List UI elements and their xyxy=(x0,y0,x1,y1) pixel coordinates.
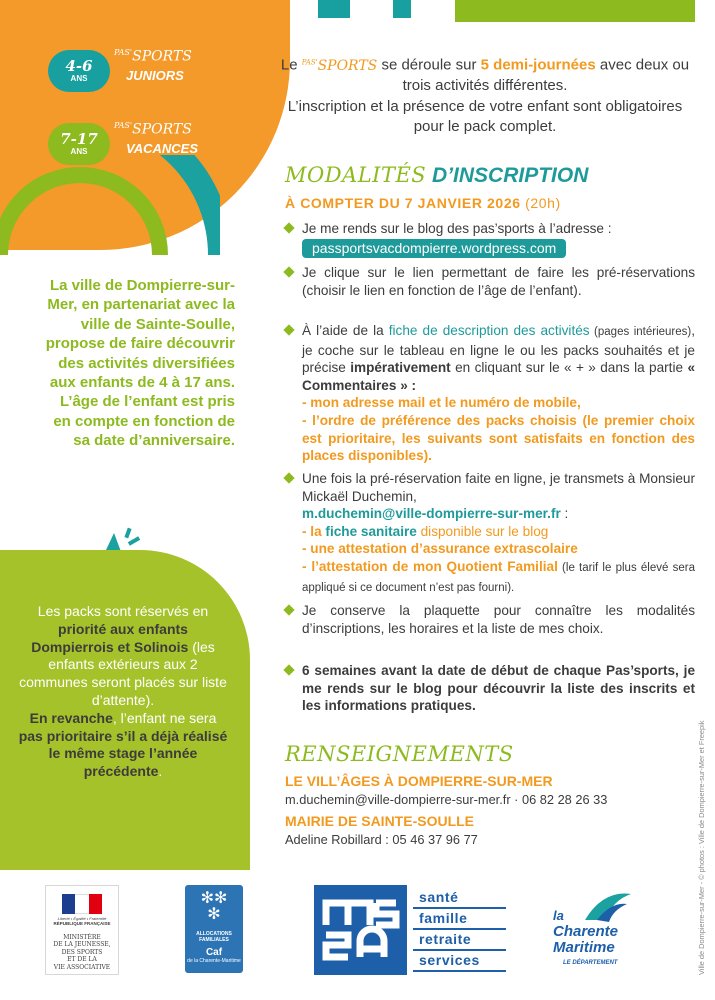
modalites-date: À COMPTER DU 7 JANVIER 2026 (20h) xyxy=(285,195,561,211)
contact-email-link[interactable]: m.duchemin@ville-dompierre-sur-mer.fr xyxy=(302,506,561,522)
health-form-link[interactable]: fiche sanitaire xyxy=(325,523,417,539)
teal-decor-bar xyxy=(393,0,411,18)
msa-mark-icon xyxy=(314,885,407,975)
renseignements-title: RENSEIGNEMENTS xyxy=(285,742,514,766)
diamond-bullet-icon xyxy=(283,604,294,615)
ministere-name: MINISTÈRE DE LA JEUNESSE, DES SPORTS ET DE LA VIE ASSOCIATIVE xyxy=(53,934,111,971)
republique-motto: Liberté • Égalité • Fraternité xyxy=(57,916,107,921)
contact-line: m.duchemin@ville-dompierre-sur-mer.fr · 06 82 28 26 33 xyxy=(285,792,608,807)
badge-title: $^{PAS'}$SPORTS xyxy=(114,48,192,65)
bird-icon xyxy=(583,890,633,924)
teal-decor-bar xyxy=(318,0,350,18)
badge-ans: ANS xyxy=(70,74,88,83)
green-decor-bar xyxy=(455,0,695,22)
presentation-line-1: Le $^{PAS'}$SPORTS se déroule sur 5 demi-journées avec deux ou trois activités différentes. xyxy=(280,56,690,94)
diamond-bullet-icon xyxy=(283,266,294,277)
badge-age: 7-17 xyxy=(60,130,98,148)
charente-maritime-logo: la Charente Maritime LE DÉPARTEMENT xyxy=(553,890,643,972)
contact-org-title: MAIRIE DE SAINTE-SOULLE xyxy=(285,813,475,829)
diamond-bullet-icon xyxy=(283,664,294,675)
list-item: Je me rends sur le blog des pas’sports à l’adresse : passportsvacdompierre.wordpress.com xyxy=(285,220,695,258)
diamond-bullet-icon xyxy=(283,222,294,233)
photo-credit: Ville de Dompierre-sur-Mer - © photos : Ville de Dompierre-sur-Mer et Freepik xyxy=(697,720,706,975)
diamond-bullet-icon xyxy=(283,472,294,483)
badge-subtitle: JUNIORS xyxy=(126,68,184,83)
list-item: À l’aide de la fiche de description des activités (pages intérieures), je coche sur le tableau en ligne le ou les packs souhaités et je précise impérativement en cliquant sur le « + » dans la partie « Commentaires » : - mon adresse mail et le numéro de mobile, - l’ordre de préférence des packs choisis (le premier choix est prioritaire, les suivants sont satisfaits en fonction des places disponibles). xyxy=(285,322,695,465)
intro-paragraph: La ville de Dompierre-sur-Mer, en partenariat avec la ville de Sainte-Soulle, propose de faire découvrir des activités diversifiées aux enfants de 4 à 17 ans. L’âge de l’enfant est pris en compte en fonction de sa date d’anniversaire. xyxy=(45,277,235,450)
modalites-title: MODALITÉS D’INSCRIPTION xyxy=(285,163,589,187)
activities-sheet-link[interactable]: fiche de description des activités xyxy=(388,323,590,338)
caf-logo: ✻✻ ✻ ALLOCATIONS FAMILIALES Caf de la Charente-Maritime xyxy=(185,885,243,973)
list-item: 6 semaines avant la date de début de chaque Pas’sports, je me rends sur le blog pour découvrir la liste des inscrits et les informations pratiques. xyxy=(285,662,695,715)
list-item: Une fois la pré-réservation faite en ligne, je transmets à Monsieur Mickaël Duchemin, m.duchemin@ville-dompierre-sur-mer.fr : - la fiche sanitaire disponible sur le blog - une attestation d’assurance extrascolaire - l’attestation de mon Quotient Familial (le tarif le plus élevé sera appliqué si ce document n’est pas fourni). xyxy=(285,470,695,597)
republique-name: RÉPUBLIQUE FRANÇAISE xyxy=(53,921,111,926)
contact-org-title: LE VILL’ÂGES À DOMPIERRE-SUR-MER xyxy=(285,773,553,789)
teal-ring-decor xyxy=(0,155,220,295)
presentation-line-2: L’inscription et la présence de votre enfant sont obligatoires pour le pack complet. xyxy=(287,98,683,135)
badge-title: $^{PAS'}$SPORTS xyxy=(114,121,192,138)
badge-subtitle: VACANCES xyxy=(126,141,198,156)
badge-age: 4-6 xyxy=(65,57,93,75)
badge-juniors xyxy=(48,48,192,92)
french-flag-icon xyxy=(62,894,102,914)
badge-ans: ANS xyxy=(70,147,88,156)
list-item: Je conserve la plaquette pour connaître les modalités d’inscriptions, les horaires et la liste de mes choix. xyxy=(285,602,695,637)
msa-words: santé famille retraite services xyxy=(413,888,506,972)
caf-people-icon: ✻✻ ✻ xyxy=(200,890,228,923)
list-item: Je clique sur le lien permettant de faire les pré-réservations (choisir le lien en fonction de l’âge de l’enfant). xyxy=(285,264,695,299)
priority-note: Les packs sont réservés en priorité aux enfants Dompierrois et Solinois (les enfants extérieurs aux 2 communes seront placés sur liste d’attente). En revanche, l’enfant ne sera pas prioritaire s’il a déjà réalisé le même stage l’année précédente. xyxy=(18,603,228,780)
diamond-bullet-icon xyxy=(283,324,294,335)
contact-line: Adeline Robillard : 05 46 37 96 77 xyxy=(285,832,478,847)
msa-logo xyxy=(314,885,407,975)
blog-link[interactable]: passportsvacdompierre.wordpress.com xyxy=(302,239,566,259)
ministere-logo xyxy=(45,885,119,975)
